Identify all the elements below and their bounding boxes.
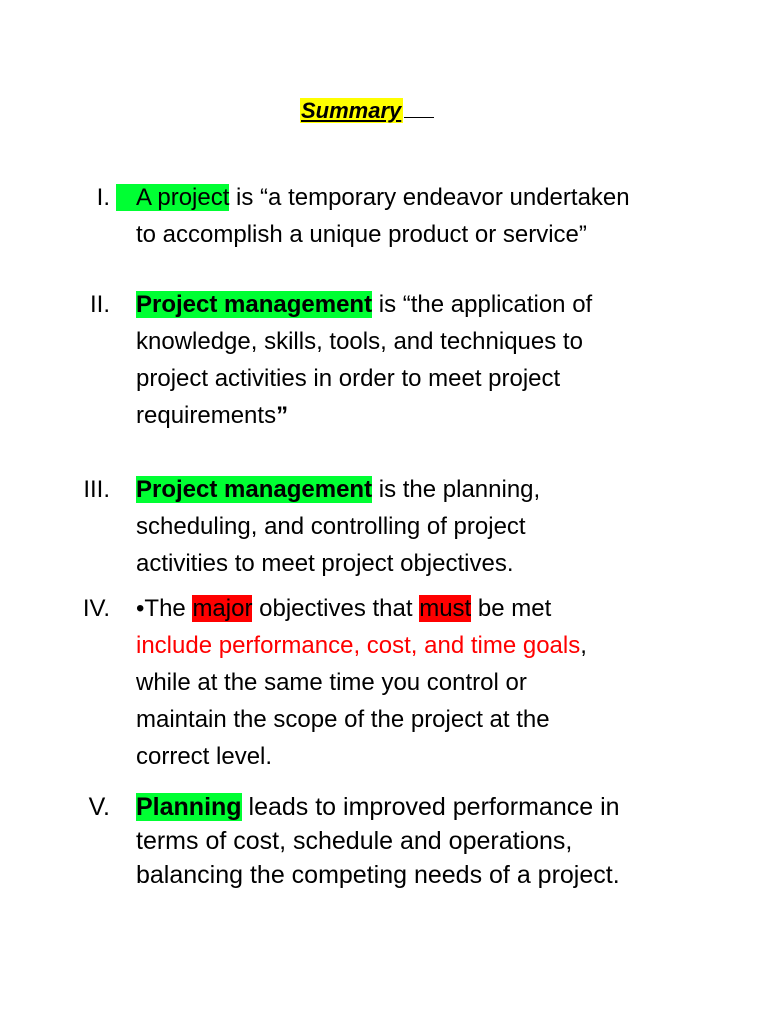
- item-line: project activities in order to meet project: [136, 365, 561, 392]
- highlighted-term: Planning: [136, 793, 242, 821]
- item-line: [116, 179, 716, 216]
- item-text: objectives that: [252, 595, 420, 622]
- title-underline-rule: [404, 113, 434, 118]
- item-text: is the planning,: [372, 476, 541, 503]
- item-content: [136, 286, 736, 434]
- item-line: [136, 471, 736, 508]
- item-numeral: II.: [89, 291, 110, 318]
- item-text: be met: [471, 595, 552, 622]
- item-numeral: I.: [96, 184, 110, 211]
- highlighted-term: Project management: [136, 291, 373, 318]
- item-line: activities to meet project objectives.: [136, 550, 514, 577]
- item-text: ,: [580, 632, 587, 659]
- item-line: [136, 790, 736, 824]
- item-content: [136, 790, 736, 892]
- item-line: [136, 286, 736, 323]
- highlighted-word-major: major: [192, 595, 253, 622]
- item-numeral: V.: [88, 793, 110, 821]
- item-text: •The: [136, 595, 193, 622]
- item-line: while at the same time you control or: [136, 669, 527, 696]
- item-content: [136, 590, 736, 775]
- item-content: [116, 179, 716, 253]
- item-line: [136, 397, 736, 434]
- item-line: correct level.: [136, 743, 273, 770]
- title-text: Summary: [301, 98, 402, 123]
- item-line: terms of cost, schedule and operations,: [136, 827, 573, 855]
- item-line: [136, 590, 736, 627]
- item-text: is “the application of: [372, 291, 593, 318]
- item-text: leads to improved performance in: [241, 793, 620, 821]
- item-numeral: III.: [83, 476, 110, 503]
- highlighted-term: Project management: [136, 476, 373, 503]
- red-emphasis-text: include performance, cost, and time goals: [136, 632, 581, 659]
- item-line: balancing the competing needs of a project.: [136, 861, 620, 889]
- closing-quote: ”: [276, 402, 289, 429]
- summary-title: [300, 96, 434, 126]
- item-line: to accomplish a unique product or service”: [136, 221, 587, 248]
- item-text: is “a temporary endeavor undertaken: [229, 184, 630, 211]
- item-line: maintain the scope of the project at the: [136, 706, 550, 733]
- item-content: [136, 471, 736, 582]
- item-line: [136, 627, 736, 664]
- item-numeral: IV.: [82, 595, 110, 622]
- item-line: knowledge, skills, tools, and techniques to: [136, 328, 583, 355]
- highlighted-word-must: must: [419, 595, 472, 622]
- item-text: requirements: [136, 402, 277, 429]
- item-line: scheduling, and controlling of project: [136, 513, 526, 540]
- highlighted-term: A project: [116, 184, 229, 211]
